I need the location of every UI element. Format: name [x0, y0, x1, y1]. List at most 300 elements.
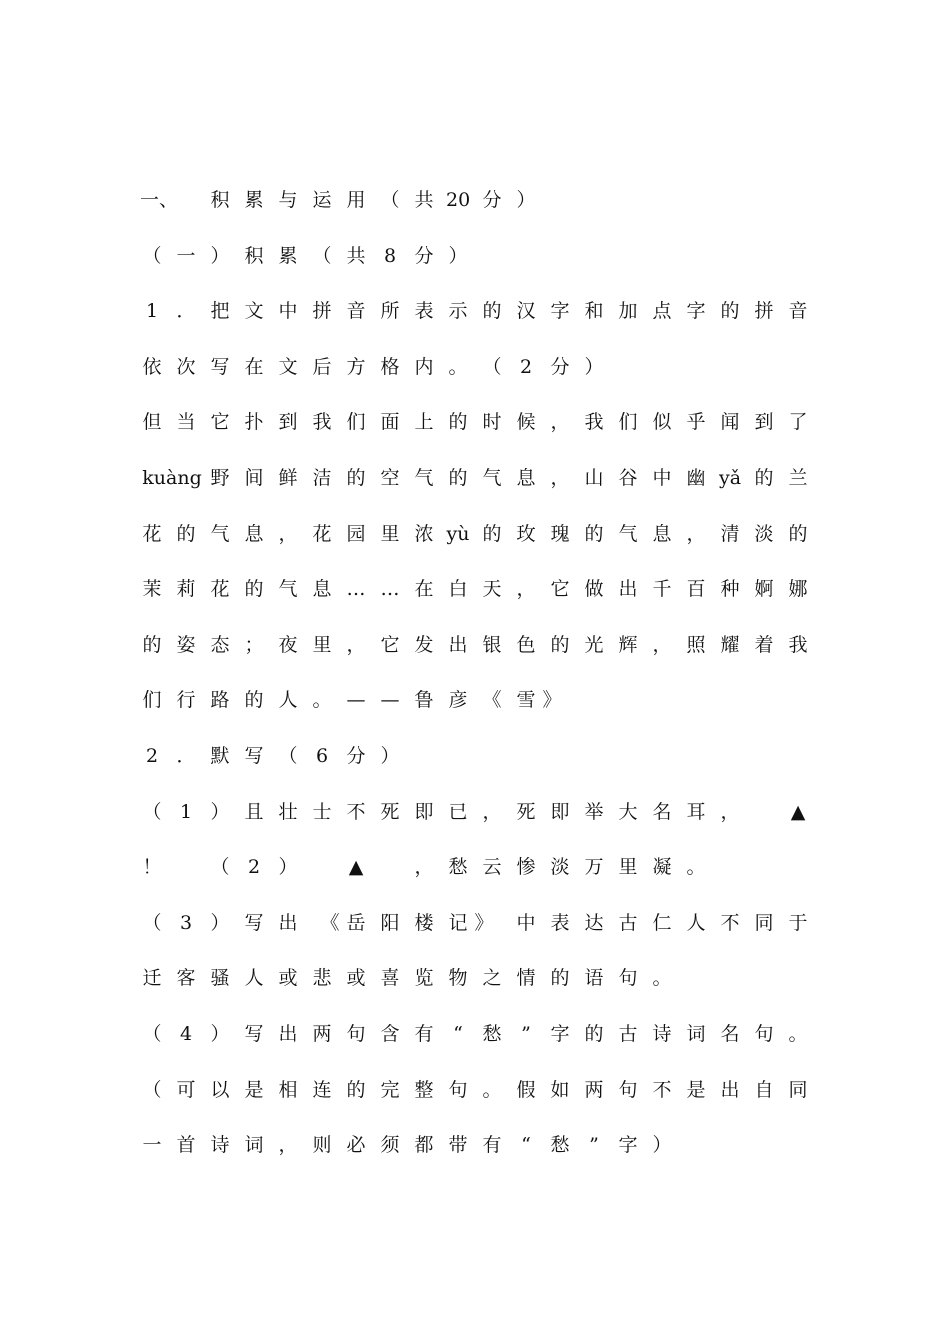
glyph: 。: [482, 1079, 502, 1101]
glyph: 一、: [140, 189, 179, 211]
glyph: 姿: [176, 634, 196, 656]
glyph: 且: [244, 801, 264, 823]
glyph: 上: [414, 411, 434, 433]
glyph: ！: [142, 856, 162, 878]
glyph: 一: [176, 245, 196, 267]
glyph: 茉: [142, 578, 162, 600]
glyph: 出: [448, 634, 468, 656]
passage-line-5: [142, 630, 808, 660]
glyph: 分: [550, 356, 570, 378]
glyph: 加: [618, 300, 638, 322]
glyph: 着: [754, 634, 774, 656]
glyph: 花: [210, 578, 230, 600]
glyph: 3: [179, 912, 193, 934]
glyph: 2: [519, 356, 533, 378]
glyph: 与: [278, 189, 298, 211]
glyph: 行: [176, 689, 196, 711]
glyph: …: [346, 578, 366, 600]
glyph: 中: [516, 912, 536, 934]
glyph: 洁: [312, 467, 332, 489]
glyph: 山: [584, 467, 604, 489]
glyph: 骚: [210, 967, 230, 989]
glyph: 次: [176, 356, 196, 378]
glyph: 整: [414, 1079, 434, 1101]
glyph: 示: [448, 300, 468, 322]
glyph: 人: [278, 689, 298, 711]
glyph: 大: [618, 801, 638, 823]
glyph: 分: [346, 745, 366, 767]
question-2-3-line-1: [142, 908, 808, 938]
glyph: 点: [652, 300, 672, 322]
glyph: 色: [516, 634, 536, 656]
glyph: 拼: [312, 300, 332, 322]
glyph: 死: [380, 801, 400, 823]
glyph: 时: [482, 411, 502, 433]
question-2-2: [142, 852, 808, 882]
glyph: 息: [244, 523, 264, 545]
glyph: ）: [448, 245, 468, 267]
glyph: 淡: [754, 523, 774, 545]
glyph: ）: [210, 801, 230, 823]
glyph: 累: [244, 189, 264, 211]
glyph: 字: [618, 1134, 638, 1156]
glyph: 它: [210, 411, 230, 433]
glyph: 似: [652, 411, 672, 433]
glyph: 出: [720, 1079, 740, 1101]
question-1-line-1: [146, 296, 808, 326]
glyph: 千: [652, 578, 672, 600]
glyph: 的: [482, 300, 502, 322]
glyph: ）: [584, 356, 604, 378]
glyph: 喜: [380, 967, 400, 989]
glyph: ．: [176, 745, 196, 767]
glyph: 有: [414, 1023, 434, 1045]
glyph: 在: [414, 578, 434, 600]
glyph: 闻: [720, 411, 740, 433]
glyph: 完: [380, 1079, 400, 1101]
glyph: 句: [618, 967, 638, 989]
glyph: 6: [315, 745, 329, 767]
glyph: 死: [516, 801, 536, 823]
glyph: 愁: [448, 856, 468, 878]
glyph: 共: [414, 189, 434, 211]
glyph: ，: [482, 801, 502, 823]
glyph: 或: [346, 967, 366, 989]
glyph: 字: [550, 1023, 570, 1045]
glyph: ，: [278, 1134, 298, 1156]
glyph: 息: [652, 523, 672, 545]
glyph: 同: [788, 1079, 808, 1101]
glyph: 雪: [516, 689, 536, 711]
glyph: 娜: [788, 578, 808, 600]
glyph: 到: [278, 411, 298, 433]
glyph: 字: [686, 300, 706, 322]
glyph: 则: [312, 1134, 332, 1156]
passage-line-1: [142, 407, 808, 437]
glyph: 写: [210, 356, 230, 378]
glyph: 出: [618, 578, 638, 600]
glyph: 。: [312, 689, 332, 711]
subsection-heading: [142, 241, 808, 271]
glyph: 即: [550, 801, 570, 823]
glyph: 的: [346, 467, 366, 489]
glyph: 。: [686, 856, 706, 878]
glyph: 的: [448, 411, 468, 433]
glyph: 愁: [550, 1134, 570, 1156]
glyph: 的: [550, 967, 570, 989]
glyph: 惨: [516, 856, 536, 878]
glyph: 里: [618, 856, 638, 878]
glyph: 在: [244, 356, 264, 378]
glyph: kuàng: [142, 467, 202, 489]
glyph: 用: [346, 189, 366, 211]
glyph: 它: [550, 578, 570, 600]
glyph: 的: [244, 689, 264, 711]
glyph: 须: [380, 1134, 400, 1156]
glyph: 愁: [482, 1023, 502, 1045]
glyph: 文: [278, 356, 298, 378]
glyph: 种: [720, 578, 740, 600]
glyph: ”: [521, 1023, 531, 1045]
glyph: 路: [210, 689, 230, 711]
glyph: 空: [380, 467, 400, 489]
glyph: 方: [346, 356, 366, 378]
glyph: 2: [247, 856, 261, 878]
glyph: 格: [380, 356, 400, 378]
question-2-heading: [146, 741, 808, 771]
glyph: 人: [686, 912, 706, 934]
glyph: 4: [179, 1023, 193, 1045]
glyph: 古: [618, 912, 638, 934]
glyph: 客: [176, 967, 196, 989]
glyph: 云: [482, 856, 502, 878]
glyph: 所: [380, 300, 400, 322]
glyph: 20: [446, 189, 471, 211]
glyph: 瑰: [550, 523, 570, 545]
glyph: ，: [652, 634, 672, 656]
glyph: 语: [584, 967, 604, 989]
glyph: ，: [720, 801, 740, 823]
glyph: 累: [278, 245, 298, 267]
glyph: 含: [380, 1023, 400, 1045]
glyph: 句: [754, 1023, 774, 1045]
glyph: 。: [788, 1023, 808, 1045]
glyph: 楼: [414, 912, 434, 934]
glyph: （: [210, 856, 230, 878]
glyph: 物: [448, 967, 468, 989]
glyph: 1: [145, 300, 159, 322]
glyph: 表: [414, 300, 434, 322]
glyph: 幽: [686, 467, 706, 489]
glyph: （: [278, 745, 298, 767]
glyph: 写: [244, 1023, 264, 1045]
glyph: 间: [244, 467, 264, 489]
glyph: ；: [244, 634, 264, 656]
glyph: —: [380, 689, 400, 711]
glyph: 分: [414, 245, 434, 267]
glyph: 表: [550, 912, 570, 934]
glyph: 候: [516, 411, 536, 433]
glyph: 里: [380, 523, 400, 545]
glyph: 音: [788, 300, 808, 322]
glyph: 不: [720, 912, 740, 934]
glyph: 人: [244, 967, 264, 989]
glyph: 共: [346, 245, 366, 267]
glyph: 写: [244, 912, 264, 934]
passage-line-4: [142, 574, 808, 604]
glyph: 举: [584, 801, 604, 823]
glyph: 耀: [720, 634, 740, 656]
glyph: 拼: [754, 300, 774, 322]
glyph: 了: [788, 411, 808, 433]
glyph: 字: [550, 300, 570, 322]
glyph: 莉: [176, 578, 196, 600]
glyph: 面: [380, 411, 400, 433]
glyph: （: [142, 245, 162, 267]
glyph: （: [142, 1023, 162, 1045]
glyph: 浓: [414, 523, 434, 545]
glyph: 必: [346, 1134, 366, 1156]
glyph: 运: [312, 189, 332, 211]
glyph: 气: [414, 467, 434, 489]
glyph: 里: [312, 634, 332, 656]
glyph: 可: [176, 1079, 196, 1101]
glyph: 辉: [618, 634, 638, 656]
glyph: 名: [652, 801, 672, 823]
glyph: 天: [482, 578, 502, 600]
glyph: 。: [652, 967, 672, 989]
glyph: 态: [210, 634, 230, 656]
glyph: 汉: [516, 300, 536, 322]
glyph: 《: [320, 912, 340, 934]
glyph: 或: [278, 967, 298, 989]
glyph: 的: [176, 523, 196, 545]
glyph: 发: [414, 634, 434, 656]
glyph: 鲁: [414, 689, 434, 711]
glyph: 诗: [652, 1023, 672, 1045]
glyph: 百: [686, 578, 706, 600]
glyph: 有: [482, 1134, 502, 1156]
glyph: 照: [686, 634, 706, 656]
glyph: 们: [346, 411, 366, 433]
glyph: 的: [346, 1079, 366, 1101]
glyph: 的: [550, 634, 570, 656]
glyph: 园: [346, 523, 366, 545]
glyph: （: [142, 912, 162, 934]
glyph: 我: [584, 411, 604, 433]
glyph: 白: [448, 578, 468, 600]
question-2-4-line-2: [142, 1075, 808, 1105]
glyph: 银: [482, 634, 502, 656]
glyph: 花: [142, 523, 162, 545]
glyph: 句: [618, 1079, 638, 1101]
glyph: 词: [244, 1134, 264, 1156]
glyph: 悲: [312, 967, 332, 989]
glyph: 我: [312, 411, 332, 433]
glyph: 同: [754, 912, 774, 934]
glyph: ▲: [348, 856, 364, 878]
glyph: 句: [448, 1079, 468, 1101]
glyph: 分: [482, 189, 502, 211]
glyph: ，: [278, 523, 298, 545]
glyph: 假: [516, 1079, 536, 1101]
glyph: 气: [618, 523, 638, 545]
glyph: 的: [482, 523, 502, 545]
glyph: 它: [380, 634, 400, 656]
glyph: 士: [312, 801, 332, 823]
glyph: 一: [142, 1134, 162, 1156]
glyph: 即: [414, 801, 434, 823]
glyph: 是: [686, 1079, 706, 1101]
glyph: 1: [179, 801, 193, 823]
glyph: 内: [414, 356, 434, 378]
glyph: 光: [584, 634, 604, 656]
glyph: 依: [142, 356, 162, 378]
glyph: 彦: [448, 689, 468, 711]
glyph: 词: [686, 1023, 706, 1045]
glyph: yù: [446, 523, 470, 545]
glyph: 连: [312, 1079, 332, 1101]
glyph: 》: [542, 689, 562, 711]
glyph: 名: [720, 1023, 740, 1045]
glyph: 带: [448, 1134, 468, 1156]
glyph: ，: [550, 411, 570, 433]
glyph: 中: [278, 300, 298, 322]
glyph: 清: [720, 523, 740, 545]
glyph: 气: [482, 467, 502, 489]
glyph: 之: [482, 967, 502, 989]
glyph: （: [482, 356, 502, 378]
glyph: ）: [516, 189, 536, 211]
glyph: 凝: [652, 856, 672, 878]
glyph: 首: [176, 1134, 196, 1156]
glyph: 句: [346, 1023, 366, 1045]
glyph: ）: [210, 1023, 230, 1045]
glyph: 不: [346, 801, 366, 823]
glyph: 气: [210, 523, 230, 545]
glyph: 和: [584, 300, 604, 322]
passage-line-3: [142, 519, 808, 549]
glyph: 的: [142, 634, 162, 656]
glyph: 谷: [618, 467, 638, 489]
glyph: 玫: [516, 523, 536, 545]
glyph: 做: [584, 578, 604, 600]
glyph: 野: [210, 467, 230, 489]
glyph: ，: [686, 523, 706, 545]
glyph: 览: [414, 967, 434, 989]
glyph: 出: [278, 912, 298, 934]
glyph: 鲜: [278, 467, 298, 489]
glyph: ”: [589, 1134, 599, 1156]
glyph: 2: [145, 745, 159, 767]
glyph: “: [453, 1023, 463, 1045]
glyph: （: [312, 245, 332, 267]
glyph: ）: [278, 856, 298, 878]
glyph: 。: [448, 356, 468, 378]
glyph: 诗: [210, 1134, 230, 1156]
glyph: 积: [244, 245, 264, 267]
glyph: 花: [312, 523, 332, 545]
glyph: 当: [176, 411, 196, 433]
glyph: 于: [788, 912, 808, 934]
glyph: 不: [652, 1079, 672, 1101]
question-2-3-line-2: [142, 963, 808, 993]
question-2-4-line-3: [142, 1130, 808, 1160]
glyph: 《: [482, 689, 502, 711]
glyph: 记: [448, 912, 468, 934]
glyph: 我: [788, 634, 808, 656]
question-2-4-line-1: [142, 1019, 808, 1049]
glyph: ▲: [790, 801, 806, 823]
glyph: 情: [516, 967, 536, 989]
glyph: 阳: [380, 912, 400, 934]
glyph: 的: [754, 467, 774, 489]
passage-line-2: [142, 463, 808, 493]
glyph: 万: [584, 856, 604, 878]
glyph: （: [380, 189, 400, 211]
glyph: 如: [550, 1079, 570, 1101]
glyph: 耳: [686, 801, 706, 823]
glyph: （: [142, 801, 162, 823]
glyph: 文: [244, 300, 264, 322]
glyph: 两: [312, 1023, 332, 1045]
glyph: 迁: [142, 967, 162, 989]
glyph: 后: [312, 356, 332, 378]
glyph: 仁: [652, 912, 672, 934]
glyph: —: [346, 689, 366, 711]
passage-line-6: [142, 685, 808, 715]
glyph: yǎ: [718, 467, 742, 489]
glyph: 两: [584, 1079, 604, 1101]
glyph: ．: [176, 300, 196, 322]
glyph: 壮: [278, 801, 298, 823]
glyph: 的: [720, 300, 740, 322]
glyph: 婀: [754, 578, 774, 600]
glyph: 们: [142, 689, 162, 711]
question-2-1: [142, 797, 808, 827]
glyph: 自: [754, 1079, 774, 1101]
glyph: 到: [754, 411, 774, 433]
glyph: 的: [788, 523, 808, 545]
glyph: 》: [474, 912, 494, 934]
glyph: 淡: [550, 856, 570, 878]
glyph: 音: [346, 300, 366, 322]
glyph: ，: [414, 856, 434, 878]
glyph: ）: [210, 912, 230, 934]
glyph: …: [380, 578, 400, 600]
glyph: 的: [244, 578, 264, 600]
glyph: 息: [312, 578, 332, 600]
glyph: 默: [210, 745, 230, 767]
glyph: 都: [414, 1134, 434, 1156]
glyph: 达: [584, 912, 604, 934]
glyph: 们: [618, 411, 638, 433]
glyph: 把: [210, 300, 230, 322]
glyph: 写: [244, 745, 264, 767]
glyph: ）: [210, 245, 230, 267]
glyph: 出: [278, 1023, 298, 1045]
glyph: 岳: [346, 912, 366, 934]
glyph: 兰: [788, 467, 808, 489]
glyph: 是: [244, 1079, 264, 1101]
glyph: “: [521, 1134, 531, 1156]
glyph: 乎: [686, 411, 706, 433]
glyph: 以: [210, 1079, 230, 1101]
glyph: 古: [618, 1023, 638, 1045]
glyph: 的: [584, 523, 604, 545]
glyph: 息: [516, 467, 536, 489]
glyph: 扑: [244, 411, 264, 433]
